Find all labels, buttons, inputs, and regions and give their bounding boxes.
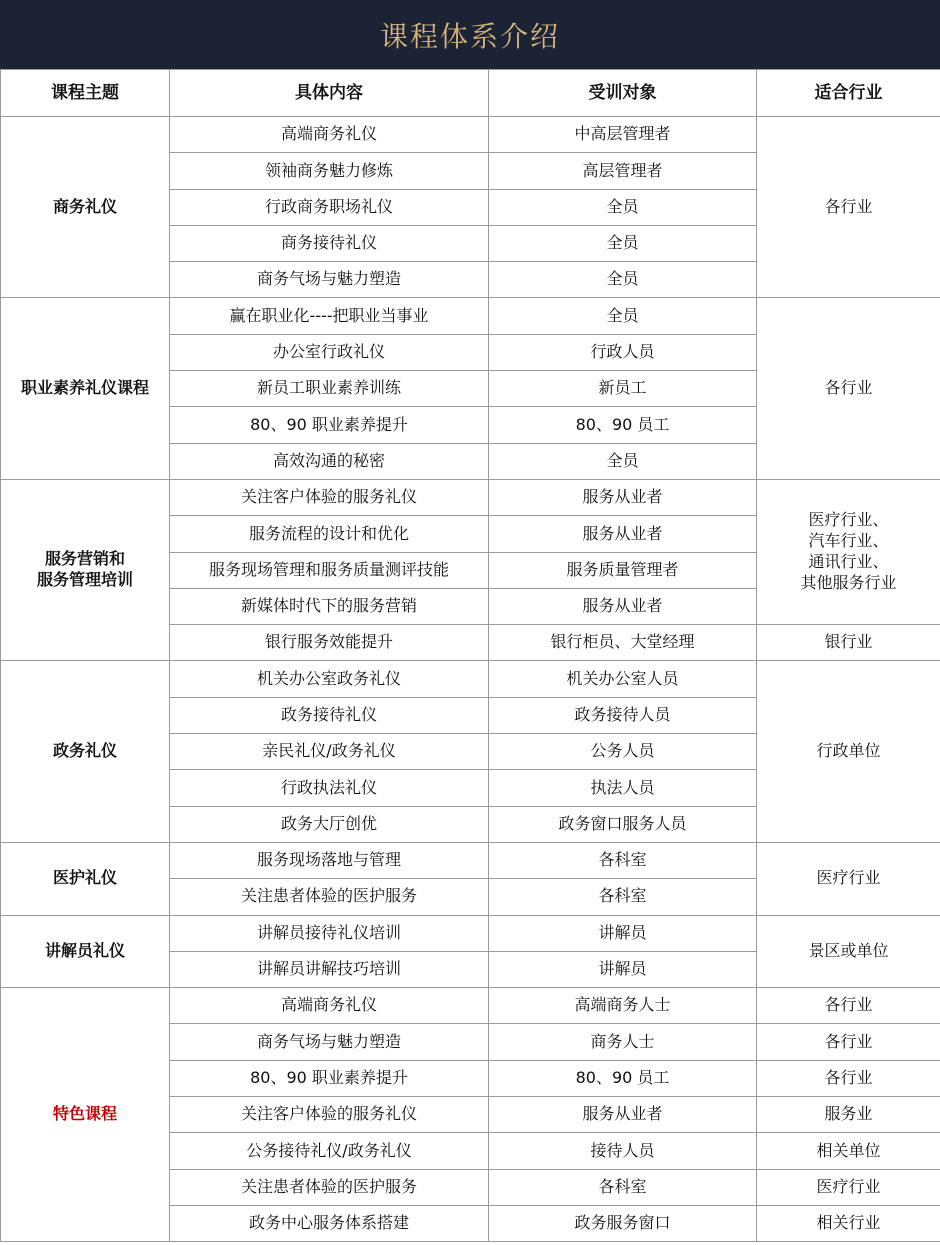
table-row xyxy=(1,988,940,1024)
industry-line: 汽车行业、 xyxy=(808,531,889,551)
industry-cell: 各行业 xyxy=(757,117,940,298)
content-cell: 服务现场管理和服务质量测评技能 xyxy=(170,552,489,588)
industry-cell: 相关行业 xyxy=(757,1205,940,1241)
industry-cell: 医疗行业 xyxy=(757,1169,940,1205)
target-cell: 高端商务人士 xyxy=(489,988,757,1024)
target-cell: 讲解员 xyxy=(489,915,757,951)
industry-cell: 银行业 xyxy=(757,625,940,661)
industry-line: 通讯行业、 xyxy=(808,552,889,572)
course-table xyxy=(0,69,940,1242)
content-cell: 讲解员讲解技巧培训 xyxy=(170,951,489,987)
industry-cell: 各行业 xyxy=(757,1060,940,1096)
industry-cell xyxy=(757,479,940,624)
target-cell: 公务人员 xyxy=(489,734,757,770)
table-row xyxy=(1,915,940,951)
header-industry: 适合行业 xyxy=(757,70,940,117)
content-cell: 服务流程的设计和优化 xyxy=(170,516,489,552)
topic-cell xyxy=(1,479,170,660)
topic-line: 服务管理培训 xyxy=(36,570,133,590)
target-cell: 服务从业者 xyxy=(489,588,757,624)
target-cell: 政务服务窗口 xyxy=(489,1205,757,1241)
content-cell: 关注患者体验的医护服务 xyxy=(170,1169,489,1205)
content-cell: 机关办公室政务礼仪 xyxy=(170,661,489,697)
target-cell: 商务人士 xyxy=(489,1024,757,1060)
content-cell: 行政执法礼仪 xyxy=(170,770,489,806)
target-cell: 政务窗口服务人员 xyxy=(489,806,757,842)
table-row xyxy=(1,117,940,153)
target-cell: 机关办公室人员 xyxy=(489,661,757,697)
target-cell: 80、90 员工 xyxy=(489,407,757,443)
target-cell: 各科室 xyxy=(489,1169,757,1205)
industry-cell: 各行业 xyxy=(757,988,940,1024)
industry-cell: 行政单位 xyxy=(757,661,940,842)
topic-cell-special: 特色课程 xyxy=(1,988,170,1242)
target-cell: 中高层管理者 xyxy=(489,117,757,153)
target-cell: 服务从业者 xyxy=(489,516,757,552)
content-cell: 政务接待礼仪 xyxy=(170,697,489,733)
content-cell: 关注客户体验的服务礼仪 xyxy=(170,1097,489,1133)
industry-cell: 各行业 xyxy=(757,298,940,479)
target-cell: 服务质量管理者 xyxy=(489,552,757,588)
content-cell: 公务接待礼仪/政务礼仪 xyxy=(170,1133,489,1169)
content-cell: 政务中心服务体系搭建 xyxy=(170,1205,489,1241)
industry-line: 其他服务行业 xyxy=(800,572,897,592)
content-cell: 赢在职业化----把职业当事业 xyxy=(170,298,489,334)
topic-cell: 医护礼仪 xyxy=(1,842,170,915)
industry-cell: 相关单位 xyxy=(757,1133,940,1169)
table-row xyxy=(1,298,940,334)
target-cell: 行政人员 xyxy=(489,334,757,370)
content-cell: 领袖商务魅力修炼 xyxy=(170,153,489,189)
topic-cell: 政务礼仪 xyxy=(1,661,170,842)
target-cell: 高层管理者 xyxy=(489,153,757,189)
content-cell: 办公室行政礼仪 xyxy=(170,334,489,370)
header-row xyxy=(1,70,940,117)
content-cell: 讲解员接待礼仪培训 xyxy=(170,915,489,951)
target-cell: 全员 xyxy=(489,262,757,298)
content-cell: 关注患者体验的医护服务 xyxy=(170,879,489,915)
content-cell: 80、90 职业素养提升 xyxy=(170,407,489,443)
target-cell: 全员 xyxy=(489,298,757,334)
content-cell: 高端商务礼仪 xyxy=(170,988,489,1024)
content-cell: 商务气场与魅力塑造 xyxy=(170,262,489,298)
target-cell: 80、90 员工 xyxy=(489,1060,757,1096)
content-cell: 服务现场落地与管理 xyxy=(170,842,489,878)
target-cell: 接待人员 xyxy=(489,1133,757,1169)
topic-cell: 商务礼仪 xyxy=(1,117,170,298)
target-cell: 政务接待人员 xyxy=(489,697,757,733)
target-cell: 全员 xyxy=(489,189,757,225)
content-cell: 银行服务效能提升 xyxy=(170,625,489,661)
content-cell: 商务气场与魅力塑造 xyxy=(170,1024,489,1060)
content-cell: 关注客户体验的服务礼仪 xyxy=(170,479,489,515)
table-row xyxy=(1,842,940,878)
content-cell: 亲民礼仪/政务礼仪 xyxy=(170,734,489,770)
page-title: 课程体系介绍 xyxy=(379,19,560,53)
target-cell: 银行柜员、大堂经理 xyxy=(489,625,757,661)
content-cell: 80、90 职业素养提升 xyxy=(170,1060,489,1096)
target-cell: 全员 xyxy=(489,225,757,261)
target-cell: 执法人员 xyxy=(489,770,757,806)
topic-cell: 讲解员礼仪 xyxy=(1,915,170,988)
industry-cell: 服务业 xyxy=(757,1097,940,1133)
target-cell: 各科室 xyxy=(489,879,757,915)
content-cell: 高效沟通的秘密 xyxy=(170,443,489,479)
table-row xyxy=(1,661,940,697)
target-cell: 新员工 xyxy=(489,371,757,407)
industry-cell: 各行业 xyxy=(757,1024,940,1060)
header-target: 受训对象 xyxy=(489,70,757,117)
content-cell: 新员工职业素养训练 xyxy=(170,371,489,407)
topic-line: 服务营销和 xyxy=(44,549,125,569)
target-cell: 服务从业者 xyxy=(489,479,757,515)
target-cell: 讲解员 xyxy=(489,951,757,987)
topic-cell: 职业素养礼仪课程 xyxy=(1,298,170,479)
header-content: 具体内容 xyxy=(170,70,489,117)
target-cell: 全员 xyxy=(489,443,757,479)
target-cell: 服务从业者 xyxy=(489,1097,757,1133)
table-row xyxy=(1,479,940,515)
content-cell: 政务大厅创优 xyxy=(170,806,489,842)
industry-line: 医疗行业、 xyxy=(808,510,889,530)
industry-cell: 医疗行业 xyxy=(757,842,940,915)
content-cell: 行政商务职场礼仪 xyxy=(170,189,489,225)
content-cell: 高端商务礼仪 xyxy=(170,117,489,153)
target-cell: 各科室 xyxy=(489,842,757,878)
content-cell: 商务接待礼仪 xyxy=(170,225,489,261)
content-cell: 新媒体时代下的服务营销 xyxy=(170,588,489,624)
industry-cell: 景区或单位 xyxy=(757,915,940,988)
page-title-banner xyxy=(0,0,940,69)
header-topic: 课程主题 xyxy=(1,70,170,117)
